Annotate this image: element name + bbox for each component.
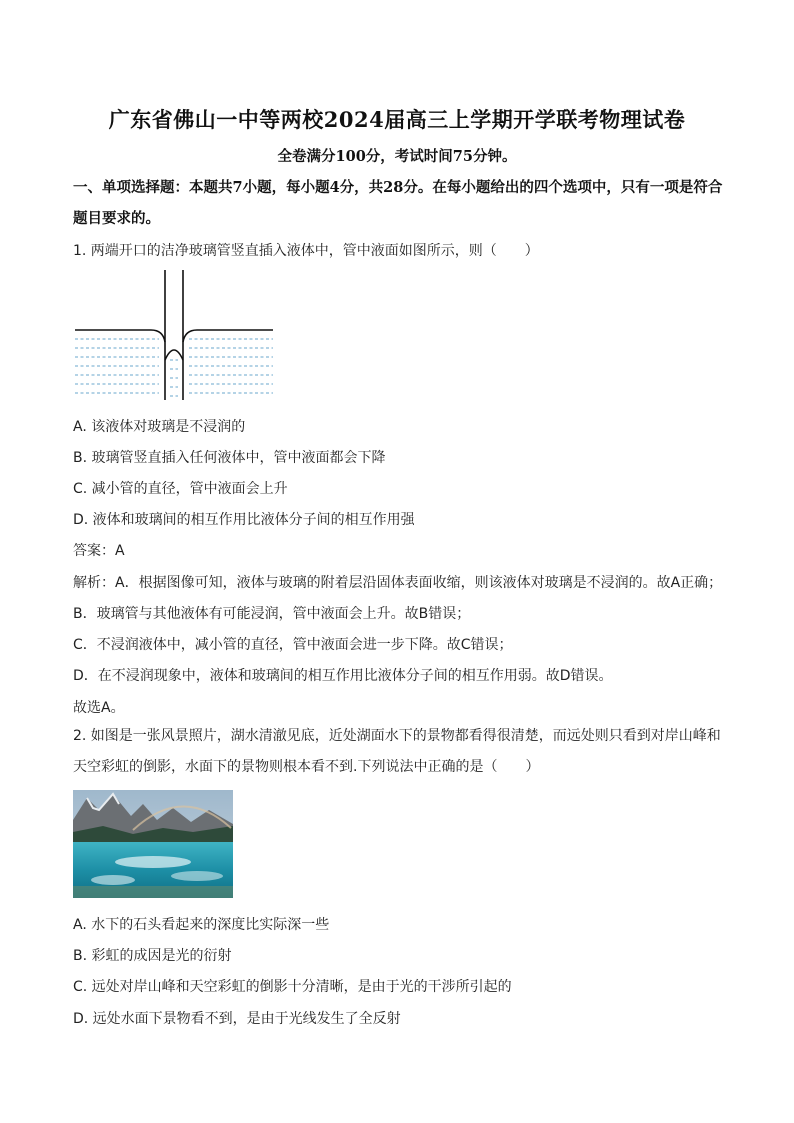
q1-analysis-c: C．不浸润液体中，减小管的直径，管中液面会进一步下降。故C错误； [73,637,513,653]
q2-option-a: A. 水下的石头看起来的深度比实际深一些 [73,917,330,933]
q1-analysis-b: B．玻璃管与其他液体有可能浸润，管中液面会上升。故B错误； [73,606,471,622]
q1-option-c: C. 减小管的直径，管中液面会上升 [73,481,288,497]
q1-conclusion: 故选A。 [73,700,125,716]
q1-option-d: D. 液体和玻璃间的相互作用比液体分子间的相互作用强 [73,512,415,528]
q1-analysis-d: D．在不浸润现象中，液体和玻璃间的相互作用比液体分子间的相互作用弱。故D错误。 [73,668,613,684]
q2-option-b: B. 彩虹的成因是光的衍射 [73,948,232,964]
q1-option-a: A. 该液体对玻璃是不浸润的 [73,419,246,435]
question-2-stem: 2. 如图是一张风景照片，湖水清澈见底，近处湖面水下的景物都看得很清楚，而远处则只看到对岸山峰和天空彩虹的倒影，水面下的景物则根本看不到.下列说法中正确的是（ ） [73,728,721,775]
q1-answer: 答案：A [73,543,125,559]
section-heading: 一、单项选择题：本题共7小题，每小题4分，共28分。在每小题给出的四个选项中，只有一项是符合题目要求的。 [73,179,723,227]
exam-info: 全卷满分100分，考试时间75分钟。 [277,148,517,165]
lake-landscape-photo [73,790,233,898]
page-title: 广东省佛山一中等两校2024届高三上学期开学联考物理试卷 [108,107,686,132]
q1-analysis-a: 解析：A．根据图像可知，液体与玻璃的附着层沿固体表面收缩，则该液体对玻璃是不浸润的。故A正确； [73,575,723,591]
q2-option-c: C. 远处对岸山峰和天空彩虹的倒影十分清晰，是由于光的干涉所引起的 [73,979,512,995]
capillary-tube-figure [73,268,275,404]
q2-option-d: D. 远处水面下景物看不到，是由于光线发生了全反射 [73,1011,401,1027]
q1-option-b: B. 玻璃管竖直插入任何液体中，管中液面都会下降 [73,450,386,466]
question-1-stem: 1. 两端开口的洁净玻璃管竖直插入液体中，管中液面如图所示，则（ ） [73,243,539,259]
